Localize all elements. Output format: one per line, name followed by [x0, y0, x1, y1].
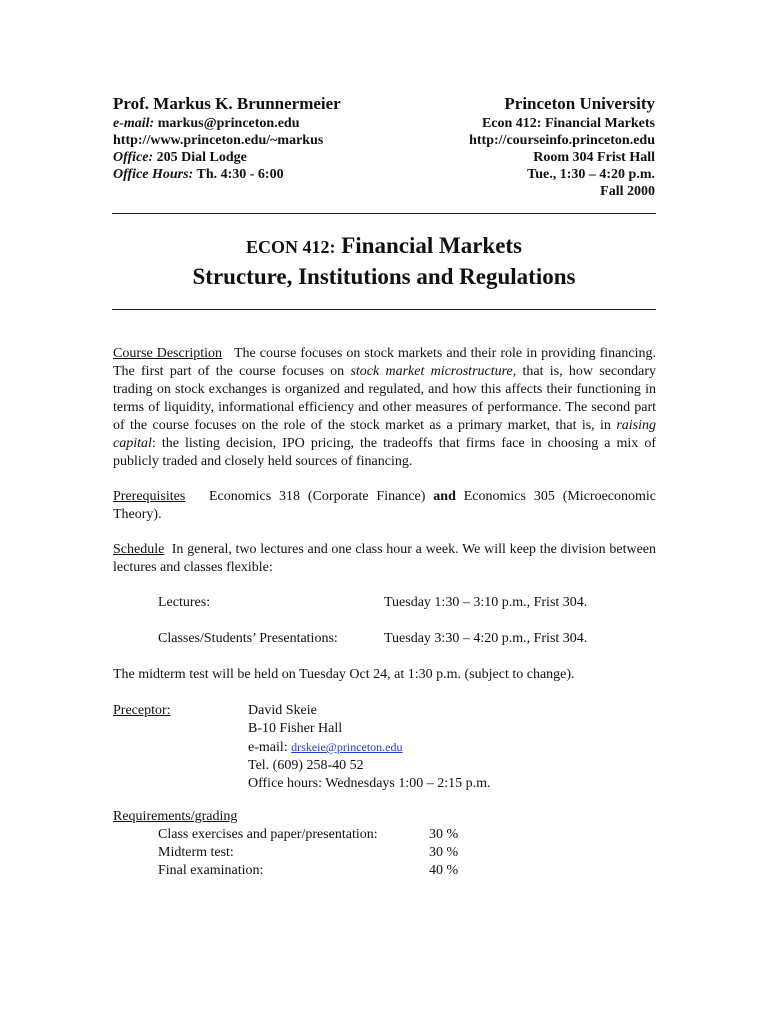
- schedule-row-label: Lectures:: [158, 595, 211, 610]
- prerequisites-label: Prerequisites: [113, 489, 186, 504]
- instructor-hours-line: [113, 166, 341, 183]
- grading-item-label: Midterm test:: [158, 845, 234, 860]
- course-subtitle: Structure, Institutions and Regulations: [192, 264, 576, 289]
- schedule-row-label: Classes/Students’ Presentations:: [158, 631, 338, 646]
- description-emphasis-1: stock market microstructure: [350, 364, 513, 379]
- instructor-website: http://www.princeton.edu/~markus: [113, 133, 324, 148]
- midterm-note: The midterm test will be held on Tuesday Oct 24, at 1:30 p.m. (subject to change).: [113, 667, 575, 682]
- description-text-2: , that is, how secondary trading on stock exchanges is organized and regulated, and how this affects their functioning in terms of liquidity, informational efficiency and other measures of performance. The second part of the course focuses on the role of the stock market as a primary market, that is, in: [113, 364, 657, 433]
- page-title: [112, 231, 656, 292]
- prerequisites-text-2: Economics 305 (Microeconomic Theory).: [113, 489, 656, 522]
- preceptor-address: B-10 Fisher Hall: [248, 721, 343, 736]
- instructor-info: [113, 93, 341, 183]
- preceptor-email-label: e-mail:: [248, 740, 292, 755]
- course-code: ECON 412:: [245, 237, 336, 257]
- instructor-email: markus@princeton.edu: [154, 116, 300, 131]
- office-hours-label: Office Hours:: [113, 167, 194, 182]
- schedule: [113, 541, 656, 577]
- schedule-text: In general, two lectures and one class hour a week. We will keep the division between lectures and classes flexible:: [113, 542, 657, 575]
- preceptor-email-link[interactable]: drskeie@princeton.edu: [291, 740, 403, 754]
- course-info: [469, 93, 655, 200]
- grading-item-weight: 30 %: [429, 827, 459, 842]
- preceptor-label: Preceptor:: [113, 703, 171, 718]
- grading-item-weight: 30 %: [429, 845, 459, 860]
- preceptor-name: David Skeie: [248, 703, 317, 718]
- title-divider: [112, 309, 656, 310]
- grading-item-label: Final examination:: [158, 863, 264, 878]
- top-divider: [112, 213, 656, 214]
- course-title: Financial Markets: [335, 233, 523, 258]
- grading-label: Requirements/grading: [113, 809, 238, 824]
- preceptor-details: [248, 702, 491, 793]
- instructor-email-line: [113, 115, 341, 132]
- course-description: [113, 345, 656, 471]
- prerequisites: [113, 488, 656, 524]
- schedule-row-value: Tuesday 1:30 – 3:10 p.m., Frist 304.: [384, 595, 588, 610]
- title-line-1: [112, 231, 656, 262]
- office-label: Office:: [113, 150, 154, 165]
- schedule-row-value: Tuesday 3:30 – 4:20 p.m., Frist 304.: [384, 631, 588, 646]
- grading-item-weight: 40 %: [429, 863, 459, 878]
- description-text-3: : the listing decision, IPO pricing, the tradeoffs that firms face in choosing a mix of publicly traded and closely held sources of financing.: [113, 436, 656, 469]
- instructor-hours: Th. 4:30 - 6:00: [193, 167, 284, 182]
- university-name: Princeton University: [504, 94, 655, 113]
- preceptor-phone: Tel. (609) 258-40 52: [248, 758, 364, 773]
- grading-item-label: Class exercises and paper/presentation:: [158, 827, 378, 842]
- schedule-label: Schedule: [113, 542, 165, 557]
- course-website: http://courseinfo.princeton.edu: [469, 133, 655, 148]
- course-time: Tue., 1:30 – 4:20 p.m.: [527, 167, 655, 182]
- course-term: Fall 2000: [600, 184, 655, 199]
- instructor-name: Prof. Markus K. Brunnermeier: [113, 94, 341, 113]
- description-text-1: The course focuses on stock markets and their role in providing financing. The first part of the course focuses on: [113, 346, 656, 379]
- course-room: Room 304 Frist Hall: [533, 150, 655, 165]
- description-emphasis-2: raising capital: [113, 418, 656, 451]
- preceptor-email-line: [248, 738, 491, 757]
- prerequisites-text-1: Economics 318 (Corporate Finance): [208, 489, 434, 504]
- instructor-office-line: [113, 149, 341, 166]
- prerequisites-and: and: [433, 489, 456, 504]
- description-label: Course Description: [113, 346, 223, 361]
- instructor-office: 205 Dial Lodge: [153, 150, 247, 165]
- email-label: e-mail:: [113, 116, 155, 131]
- preceptor-office-hours: Office hours: Wednesdays 1:00 – 2:15 p.m.: [248, 776, 491, 791]
- course-name: Econ 412: Financial Markets: [481, 116, 655, 131]
